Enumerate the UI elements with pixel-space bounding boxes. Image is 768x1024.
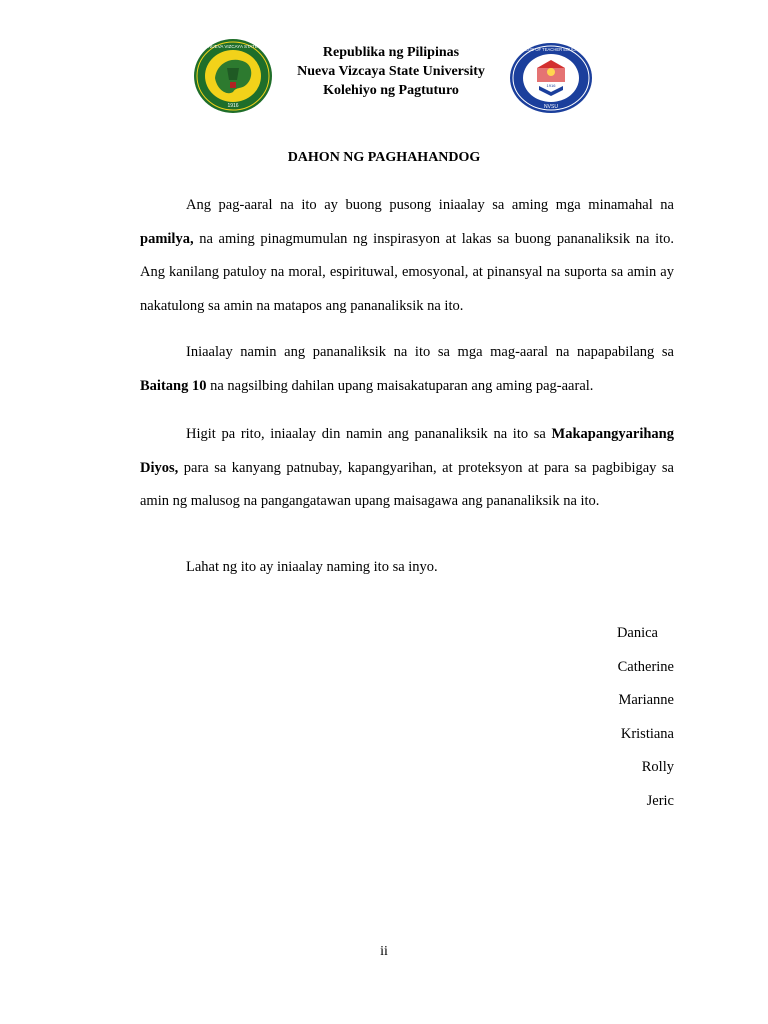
college-seal-icon xyxy=(509,42,593,114)
svg-text:1916: 1916 xyxy=(546,83,556,88)
paragraph-text: na nagsilbing dahilan upang maisakatuparan ang aming pag-aaral. xyxy=(206,377,594,394)
paragraph-emphasis: Baitang 10 xyxy=(140,377,207,394)
signatory-name: Catherine xyxy=(617,658,674,675)
svg-text:NVSU: NVSU xyxy=(544,104,558,110)
dedication-paragraph-students xyxy=(140,336,674,403)
header-line-university: Nueva Vizcaya State University xyxy=(297,64,485,79)
page-number: ii xyxy=(380,944,388,959)
svg-text:NUEVA VIZCAYA STATE: NUEVA VIZCAYA STATE xyxy=(208,44,258,49)
dedication-paragraph-god xyxy=(140,418,674,519)
paragraph-text: Ang pag-aaral na ito ay buong pusong iniaalay sa aming mga minamahal na xyxy=(186,197,674,213)
paragraph-text: para sa kanyang patnubay, kapangyarihan, at proteksyon at para sa pagbibigay sa amin ng malusog na pangangatawan upang maisagawa ang pananaliksik na ito. xyxy=(140,459,674,509)
paragraph-text: Higit pa rito, iniaalay din namin ang pananaliksik na ito sa xyxy=(186,426,552,442)
letterhead-text xyxy=(272,43,510,100)
header-line-college: Kolehiyo ng Pagtuturo xyxy=(323,83,459,98)
dedication-paragraph-family xyxy=(140,189,674,323)
paragraph-text: na aming pinagmumulan ng inspirasyon at lakas sa buong pananaliksik na ito. Ang kanilang patuloy na moral, espirituwal, emosyonal, at pinansyal na suporta sa amin ay nakatulong sa amin na matapos ang pananaliksik na ito. xyxy=(140,230,674,314)
signatory-name: Jeric xyxy=(646,792,674,809)
signatory-name: Kristiana xyxy=(620,725,674,742)
signatory-name: Danica xyxy=(616,625,658,641)
svg-text:COLLEGE OF TEACHER EDUCATION: COLLEGE OF TEACHER EDUCATION xyxy=(514,47,588,52)
paragraph-emphasis: pamilya, xyxy=(140,230,194,247)
svg-text:1916: 1916 xyxy=(227,103,239,109)
signatory-name: Rolly xyxy=(641,759,674,776)
page-title: DAHON NG PAGHAHANDOG xyxy=(287,150,481,165)
signatory-name: Marianne xyxy=(618,692,674,709)
university-seal-icon xyxy=(193,38,273,114)
paragraph-text: Iniaalay namin ang pananaliksik na ito sa mga mag-aaral na napapabilang sa xyxy=(186,344,674,360)
header-line-country: Republika ng Pilipinas xyxy=(322,45,460,60)
paragraph-emphasis: Makapangyarihang Diyos, xyxy=(140,426,674,476)
letterhead xyxy=(0,38,768,118)
signatory-list xyxy=(617,617,674,819)
dedication-closing: Lahat ng ito ay iniaalay naming ito sa inyo. xyxy=(186,559,438,575)
